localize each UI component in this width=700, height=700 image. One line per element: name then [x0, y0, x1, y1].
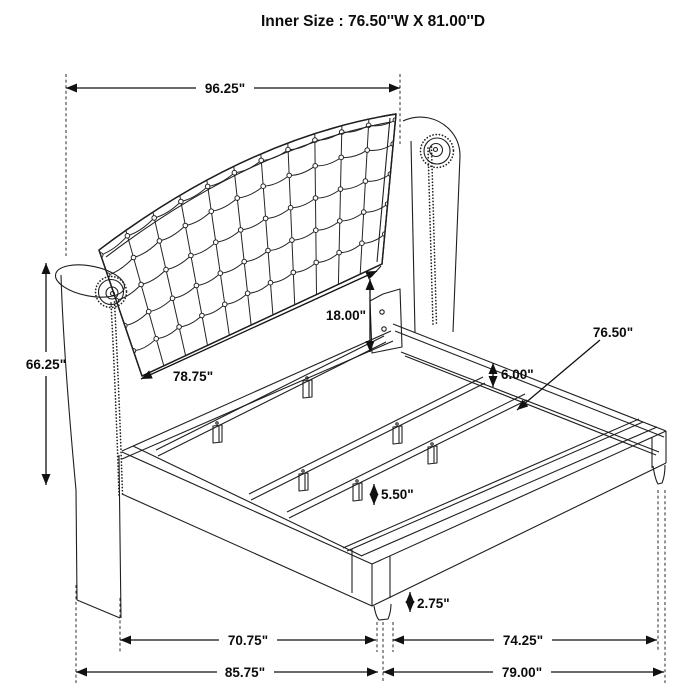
dim-label-center-leg-height: 5.50"	[381, 487, 414, 502]
page-title: Inner Size : 76.50''W X 81.00''D	[260, 13, 486, 30]
tuft-button	[232, 170, 237, 175]
tuft-button	[152, 216, 157, 221]
tuft-button	[200, 313, 205, 318]
tuft-button	[245, 291, 250, 296]
tuft-button	[238, 228, 243, 233]
headboard-right-wing	[403, 117, 460, 333]
head-rail	[122, 331, 391, 451]
dimension-top-width	[66, 81, 400, 96]
headboard-bracket	[370, 289, 402, 353]
bed-frame	[122, 289, 666, 620]
dimension-foot-leg-height	[410, 592, 450, 612]
dimension-overall-width	[76, 665, 378, 680]
tuft-button	[361, 210, 366, 215]
dimension-center-leg-height	[374, 484, 414, 505]
tuft-button	[339, 155, 344, 160]
foot-rail-ledge	[343, 419, 639, 548]
left-side-rail	[133, 446, 362, 556]
tuft-button	[261, 184, 266, 189]
tuft-button	[189, 253, 194, 258]
tuft-button	[131, 255, 136, 260]
tuft-button	[365, 148, 370, 153]
tuft-button	[164, 267, 169, 272]
dimension-front-width	[120, 633, 376, 648]
dim-label-rail-height: 6.00"	[501, 367, 534, 382]
dimension-side-depth	[393, 633, 657, 648]
dim-label-side-depth: 74.25"	[502, 633, 544, 648]
tuft-button	[146, 309, 151, 314]
dim-label-front-width: 70.75"	[227, 633, 269, 648]
tuft-button	[242, 259, 247, 264]
tuft-button	[214, 240, 219, 245]
tuft-button	[157, 239, 162, 244]
tuft-button	[313, 196, 318, 201]
tuft-button	[266, 248, 271, 253]
tuft-button	[194, 283, 199, 288]
tuft-button	[218, 271, 223, 276]
extension-lines	[66, 74, 665, 683]
dimension-side-height	[26, 263, 66, 485]
tuft-button	[235, 196, 240, 201]
tuft-button	[338, 187, 343, 192]
tuft-button	[287, 173, 292, 178]
tuft-button	[183, 223, 188, 228]
panel-top-inner-line	[106, 122, 391, 257]
foot-left-leg	[374, 604, 391, 620]
tuft-button	[268, 280, 273, 285]
tuft-button	[291, 270, 296, 275]
tuft-button	[360, 241, 365, 246]
tuft-button	[338, 219, 343, 224]
dimension-overall-depth	[383, 665, 664, 680]
dim-label-overall-width: 85.75"	[224, 665, 266, 680]
headboard-tufted-panel	[98, 114, 397, 376]
dim-label-slat-length: 76.50"	[592, 325, 634, 340]
tuft-button	[337, 250, 342, 255]
dim-label-side-height: 66.25"	[25, 357, 67, 372]
tuft-button	[139, 282, 144, 287]
dim-label-headboard-clearance: 18.00"	[325, 308, 366, 323]
tuft-button	[290, 238, 295, 243]
tuft-button	[263, 216, 268, 221]
dim-label-foot-leg-height: 2.75"	[417, 596, 450, 611]
tuft-button	[223, 302, 228, 307]
headboard-left-wing	[53, 260, 127, 618]
tuft-button	[363, 179, 368, 184]
tufted-panel-face	[99, 114, 396, 376]
tuft-button	[288, 205, 293, 210]
dim-label-inner-width: 78.75"	[172, 369, 214, 384]
dim-label-top-width: 96.25"	[204, 81, 246, 96]
tuft-button	[205, 184, 210, 189]
tuft-button	[177, 325, 182, 330]
tuft-button	[170, 296, 175, 301]
tufting-pattern	[98, 114, 397, 376]
dim-label-overall-depth: 79.00"	[501, 665, 543, 680]
tuft-button	[314, 260, 319, 265]
tuft-button	[154, 336, 159, 341]
tuft-button	[125, 234, 130, 239]
dimension-slat-length	[517, 325, 633, 410]
tuft-button	[209, 209, 214, 214]
tuft-button	[313, 164, 318, 169]
tuft-button	[179, 199, 184, 204]
tuft-button	[314, 228, 319, 233]
